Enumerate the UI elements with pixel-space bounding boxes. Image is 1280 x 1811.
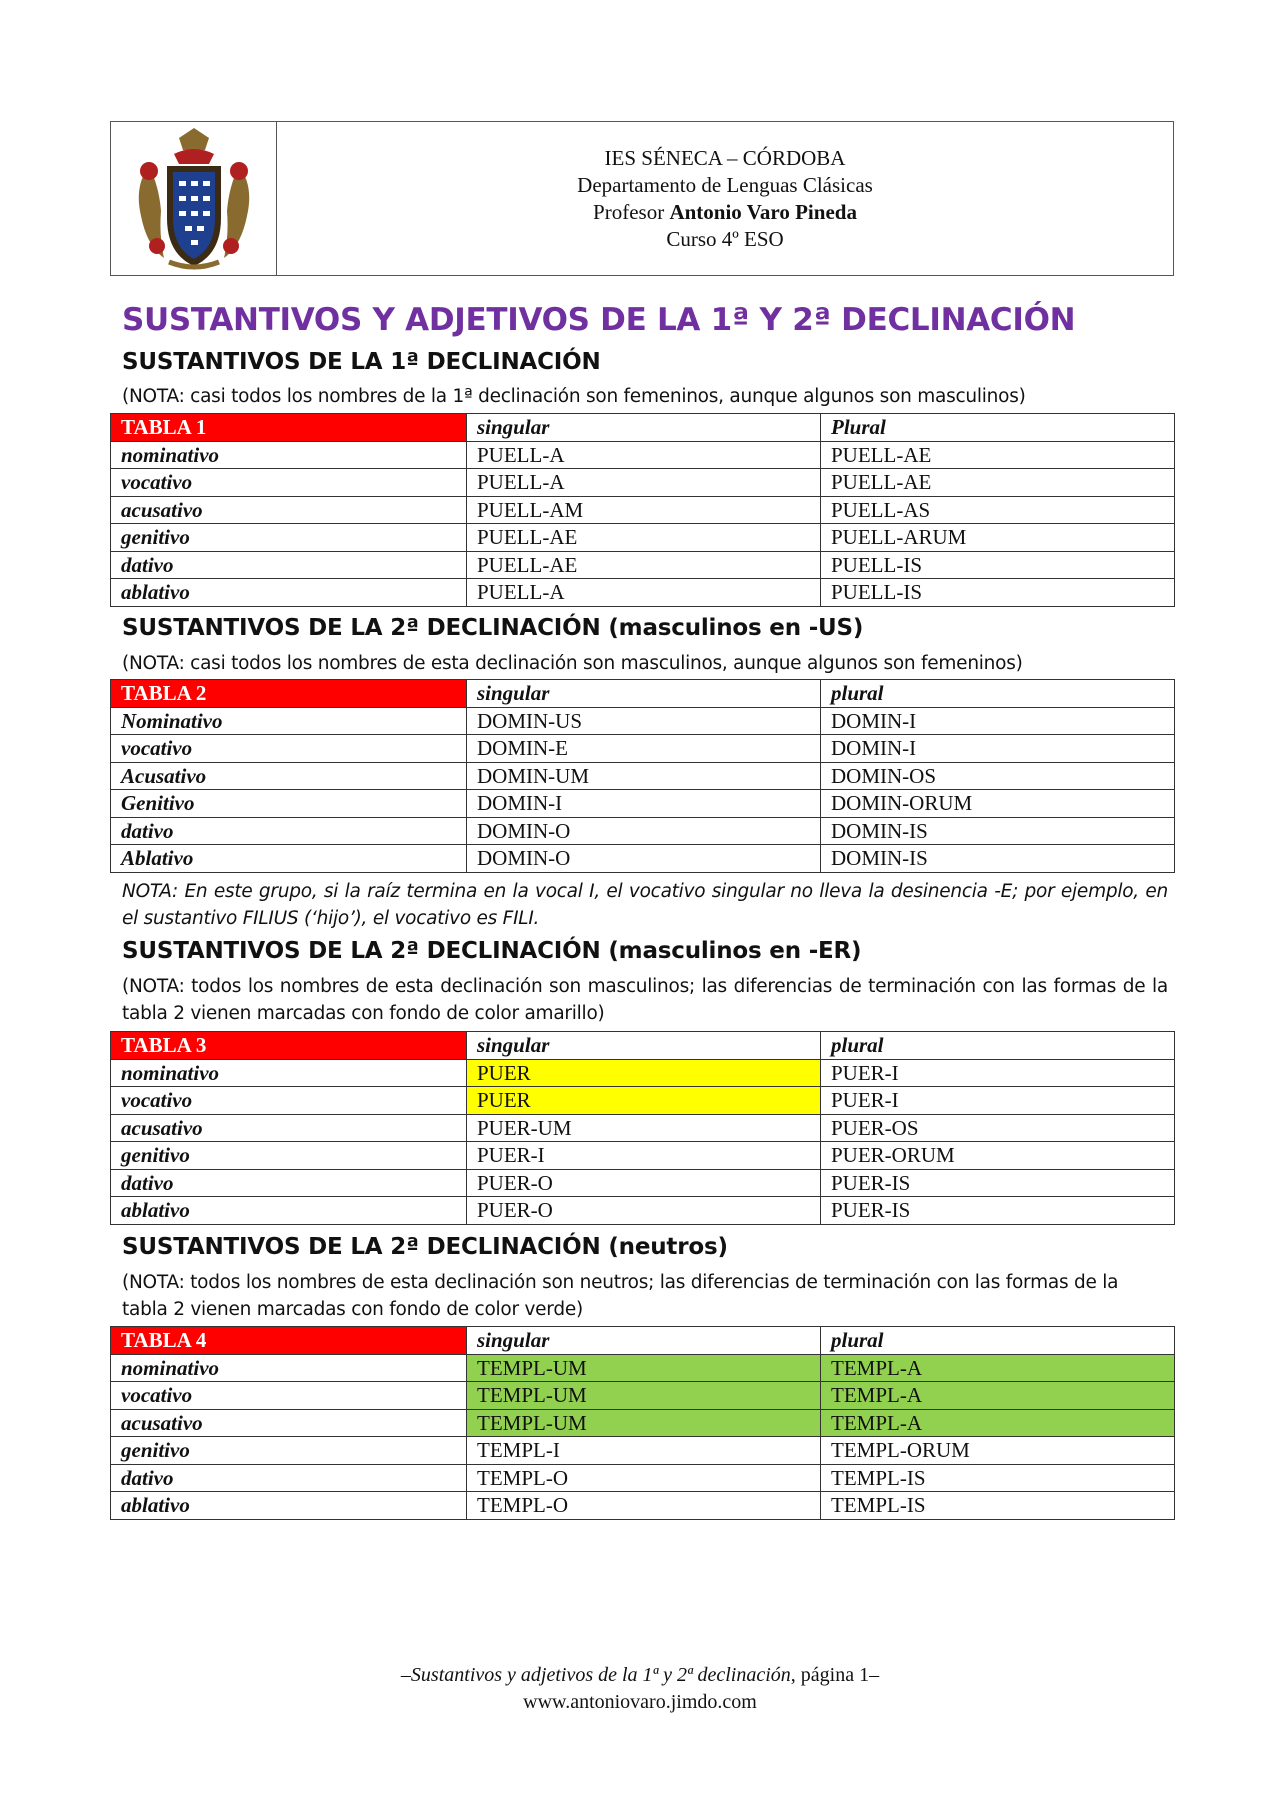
case-cell: dativo (111, 1169, 467, 1197)
case-cell: vocativo (111, 1382, 467, 1410)
table-row (111, 762, 1175, 790)
case-cell: acusativo (111, 1409, 467, 1437)
singular-cell-highlighted: TEMPL-UM (467, 1354, 821, 1382)
table-row (111, 1437, 1175, 1465)
table-2 (110, 679, 1175, 873)
section-2-footnote: NOTA: En este grupo, si la raíz termina en la vocal I, el vocativo singular no lleva la desinencia -E; por ejemplo, en el sustantivo FILIUS (‘hijo’), el vocativo es FILI. (122, 881, 1168, 929)
plural-cell: DOMIN-IS (821, 845, 1175, 873)
col-header-singular: singular (467, 1327, 821, 1355)
singular-cell: DOMIN-US (467, 707, 821, 735)
singular-cell: PUER-UM (467, 1114, 821, 1142)
case-cell: acusativo (111, 1114, 467, 1142)
singular-cell: DOMIN-E (467, 735, 821, 763)
table-header-row (111, 1327, 1175, 1355)
table-row (111, 845, 1175, 873)
case-cell: nominativo (111, 1354, 467, 1382)
singular-cell: DOMIN-UM (467, 762, 821, 790)
table-row (111, 469, 1175, 497)
plural-cell-highlighted: TEMPL-A (821, 1409, 1175, 1437)
table-label: TABLA 4 (111, 1327, 467, 1355)
plural-cell: PUELL-AE (821, 469, 1175, 497)
singular-cell: PUER-O (467, 1197, 821, 1225)
singular-cell: PUER-O (467, 1169, 821, 1197)
singular-cell: PUELL-AM (467, 496, 821, 524)
table-header-row (111, 680, 1175, 708)
section-note-4: (NOTA: todos los nombres de esta declinación son neutros; las diferencias de terminación con las formas de la tabla 2 vienen marcadas con fondo de color verde) (122, 1272, 1119, 1320)
singular-cell-highlighted: PUER (467, 1059, 821, 1087)
section-note-1: (NOTA: casi todos los nombres de la 1ª declinación son femeninos, aunque algunos son masculinos) (122, 386, 1026, 407)
col-header-singular: singular (467, 1032, 821, 1060)
table-row (111, 1197, 1175, 1225)
col-header-plural: plural (821, 680, 1175, 708)
table-row (111, 1382, 1175, 1410)
table-row (111, 524, 1175, 552)
table-row (111, 1409, 1175, 1437)
table-row (111, 496, 1175, 524)
col-header-plural: plural (821, 1032, 1175, 1060)
case-cell: Nominativo (111, 707, 467, 735)
case-cell: Ablativo (111, 845, 467, 873)
section-note-3: (NOTA: todos los nombres de esta declinación son masculinos; las diferencias de terminación con las formas de la tabla 2 vienen marcadas con fondo de color amarillo) (122, 976, 1168, 1024)
singular-cell: PUER-I (467, 1142, 821, 1170)
case-cell: dativo (111, 551, 467, 579)
singular-cell: DOMIN-O (467, 817, 821, 845)
table-label: TABLA 2 (111, 680, 467, 708)
singular-cell: DOMIN-O (467, 845, 821, 873)
footer-title-line (0, 1662, 1280, 1689)
table-row (111, 1087, 1175, 1115)
section-title-3: SUSTANTIVOS DE LA 2ª DECLINACIÓN (masculinos en -ER) (122, 938, 862, 964)
teacher-line (593, 199, 857, 226)
table-row (111, 579, 1175, 607)
singular-cell: PUELL-A (467, 469, 821, 497)
plural-cell-highlighted: TEMPL-A (821, 1354, 1175, 1382)
case-cell: Acusativo (111, 762, 467, 790)
col-header-singular: singular (467, 680, 821, 708)
plural-cell: TEMPL-IS (821, 1492, 1175, 1520)
table-row (111, 707, 1175, 735)
footer-page: , página 1– (790, 1664, 880, 1686)
col-header-plural: Plural (821, 414, 1175, 442)
table-row (111, 790, 1175, 818)
case-cell: vocativo (111, 469, 467, 497)
plural-cell: TEMPL-ORUM (821, 1437, 1175, 1465)
section-title-1: SUSTANTIVOS DE LA 1ª DECLINACIÓN (122, 349, 601, 375)
table-row (111, 441, 1175, 469)
teacher-prefix: Profesor (593, 199, 670, 224)
table-header-row (111, 414, 1175, 442)
section-note-2: (NOTA: casi todos los nombres de esta declinación son masculinos, aunque algunos son femeninos) (122, 653, 1023, 674)
case-cell: genitivo (111, 1437, 467, 1465)
table-row (111, 735, 1175, 763)
case-cell: genitivo (111, 1142, 467, 1170)
table-4 (110, 1326, 1175, 1520)
plural-cell: DOMIN-I (821, 707, 1175, 735)
plural-cell: PUELL-IS (821, 551, 1175, 579)
logo-cell (111, 122, 277, 275)
case-cell: dativo (111, 1464, 467, 1492)
table-header-row (111, 1032, 1175, 1060)
singular-cell: PUELL-A (467, 579, 821, 607)
case-cell: vocativo (111, 735, 467, 763)
singular-cell-highlighted: TEMPL-UM (467, 1382, 821, 1410)
table-row (111, 551, 1175, 579)
case-cell: Genitivo (111, 790, 467, 818)
table-row (111, 1354, 1175, 1382)
col-header-plural: plural (821, 1327, 1175, 1355)
plural-cell: PUELL-IS (821, 579, 1175, 607)
case-cell: genitivo (111, 524, 467, 552)
col-header-singular: singular (467, 414, 821, 442)
singular-cell-highlighted: PUER (467, 1087, 821, 1115)
case-cell: vocativo (111, 1087, 467, 1115)
department-name: Departamento de Lenguas Clásicas (577, 172, 873, 197)
singular-cell-highlighted: TEMPL-UM (467, 1409, 821, 1437)
singular-cell: PUELL-A (467, 441, 821, 469)
school-info (277, 122, 1173, 275)
plural-cell: PUELL-AS (821, 496, 1175, 524)
singular-cell: PUELL-AE (467, 551, 821, 579)
case-cell: nominativo (111, 1059, 467, 1087)
case-cell: acusativo (111, 496, 467, 524)
plural-cell: PUELL-AE (821, 441, 1175, 469)
table-3 (110, 1031, 1175, 1225)
table-row (111, 817, 1175, 845)
section-title-2: SUSTANTIVOS DE LA 2ª DECLINACIÓN (masculinos en -US) (122, 615, 864, 641)
case-cell: ablativo (111, 579, 467, 607)
plural-cell: DOMIN-I (821, 735, 1175, 763)
table-label: TABLA 3 (111, 1032, 467, 1060)
singular-cell: TEMPL-I (467, 1437, 821, 1465)
course-name: Curso 4º ESO (666, 226, 784, 251)
footer-title: –Sustantivos y adjetivos de la 1ª y 2ª declinación (400, 1664, 791, 1686)
plural-cell: PUER-OS (821, 1114, 1175, 1142)
singular-cell: TEMPL-O (467, 1464, 821, 1492)
table-row (111, 1059, 1175, 1087)
school-crest-logo (129, 126, 259, 271)
singular-cell: DOMIN-I (467, 790, 821, 818)
page-footer (0, 1662, 1280, 1716)
footer-url: www.antoniovaro.jimdo.com (523, 1691, 757, 1713)
plural-cell: PUER-IS (821, 1197, 1175, 1225)
case-cell: dativo (111, 817, 467, 845)
table-row (111, 1142, 1175, 1170)
singular-cell: TEMPL-O (467, 1492, 821, 1520)
table-row (111, 1114, 1175, 1142)
table-row (111, 1464, 1175, 1492)
table-1 (110, 413, 1175, 607)
singular-cell: PUELL-AE (467, 524, 821, 552)
plural-cell-highlighted: TEMPL-A (821, 1382, 1175, 1410)
plural-cell: PUER-I (821, 1059, 1175, 1087)
table-label: TABLA 1 (111, 414, 467, 442)
page-title: SUSTANTIVOS Y ADJETIVOS DE LA 1ª Y 2ª DECLINACIÓN (122, 302, 1076, 338)
plural-cell: PUER-IS (821, 1169, 1175, 1197)
case-cell: nominativo (111, 441, 467, 469)
section-title-4: SUSTANTIVOS DE LA 2ª DECLINACIÓN (neutros) (122, 1234, 728, 1260)
plural-cell: PUER-I (821, 1087, 1175, 1115)
school-name: IES SÉNECA – CÓRDOBA (604, 145, 846, 170)
plural-cell: DOMIN-ORUM (821, 790, 1175, 818)
case-cell: ablativo (111, 1492, 467, 1520)
table-row (111, 1492, 1175, 1520)
plural-cell: DOMIN-OS (821, 762, 1175, 790)
plural-cell: TEMPL-IS (821, 1464, 1175, 1492)
plural-cell: PUELL-ARUM (821, 524, 1175, 552)
plural-cell: PUER-ORUM (821, 1142, 1175, 1170)
case-cell: ablativo (111, 1197, 467, 1225)
plural-cell: DOMIN-IS (821, 817, 1175, 845)
table-row (111, 1169, 1175, 1197)
header-box (110, 121, 1174, 276)
teacher-name: Antonio Varo Pineda (669, 199, 857, 224)
